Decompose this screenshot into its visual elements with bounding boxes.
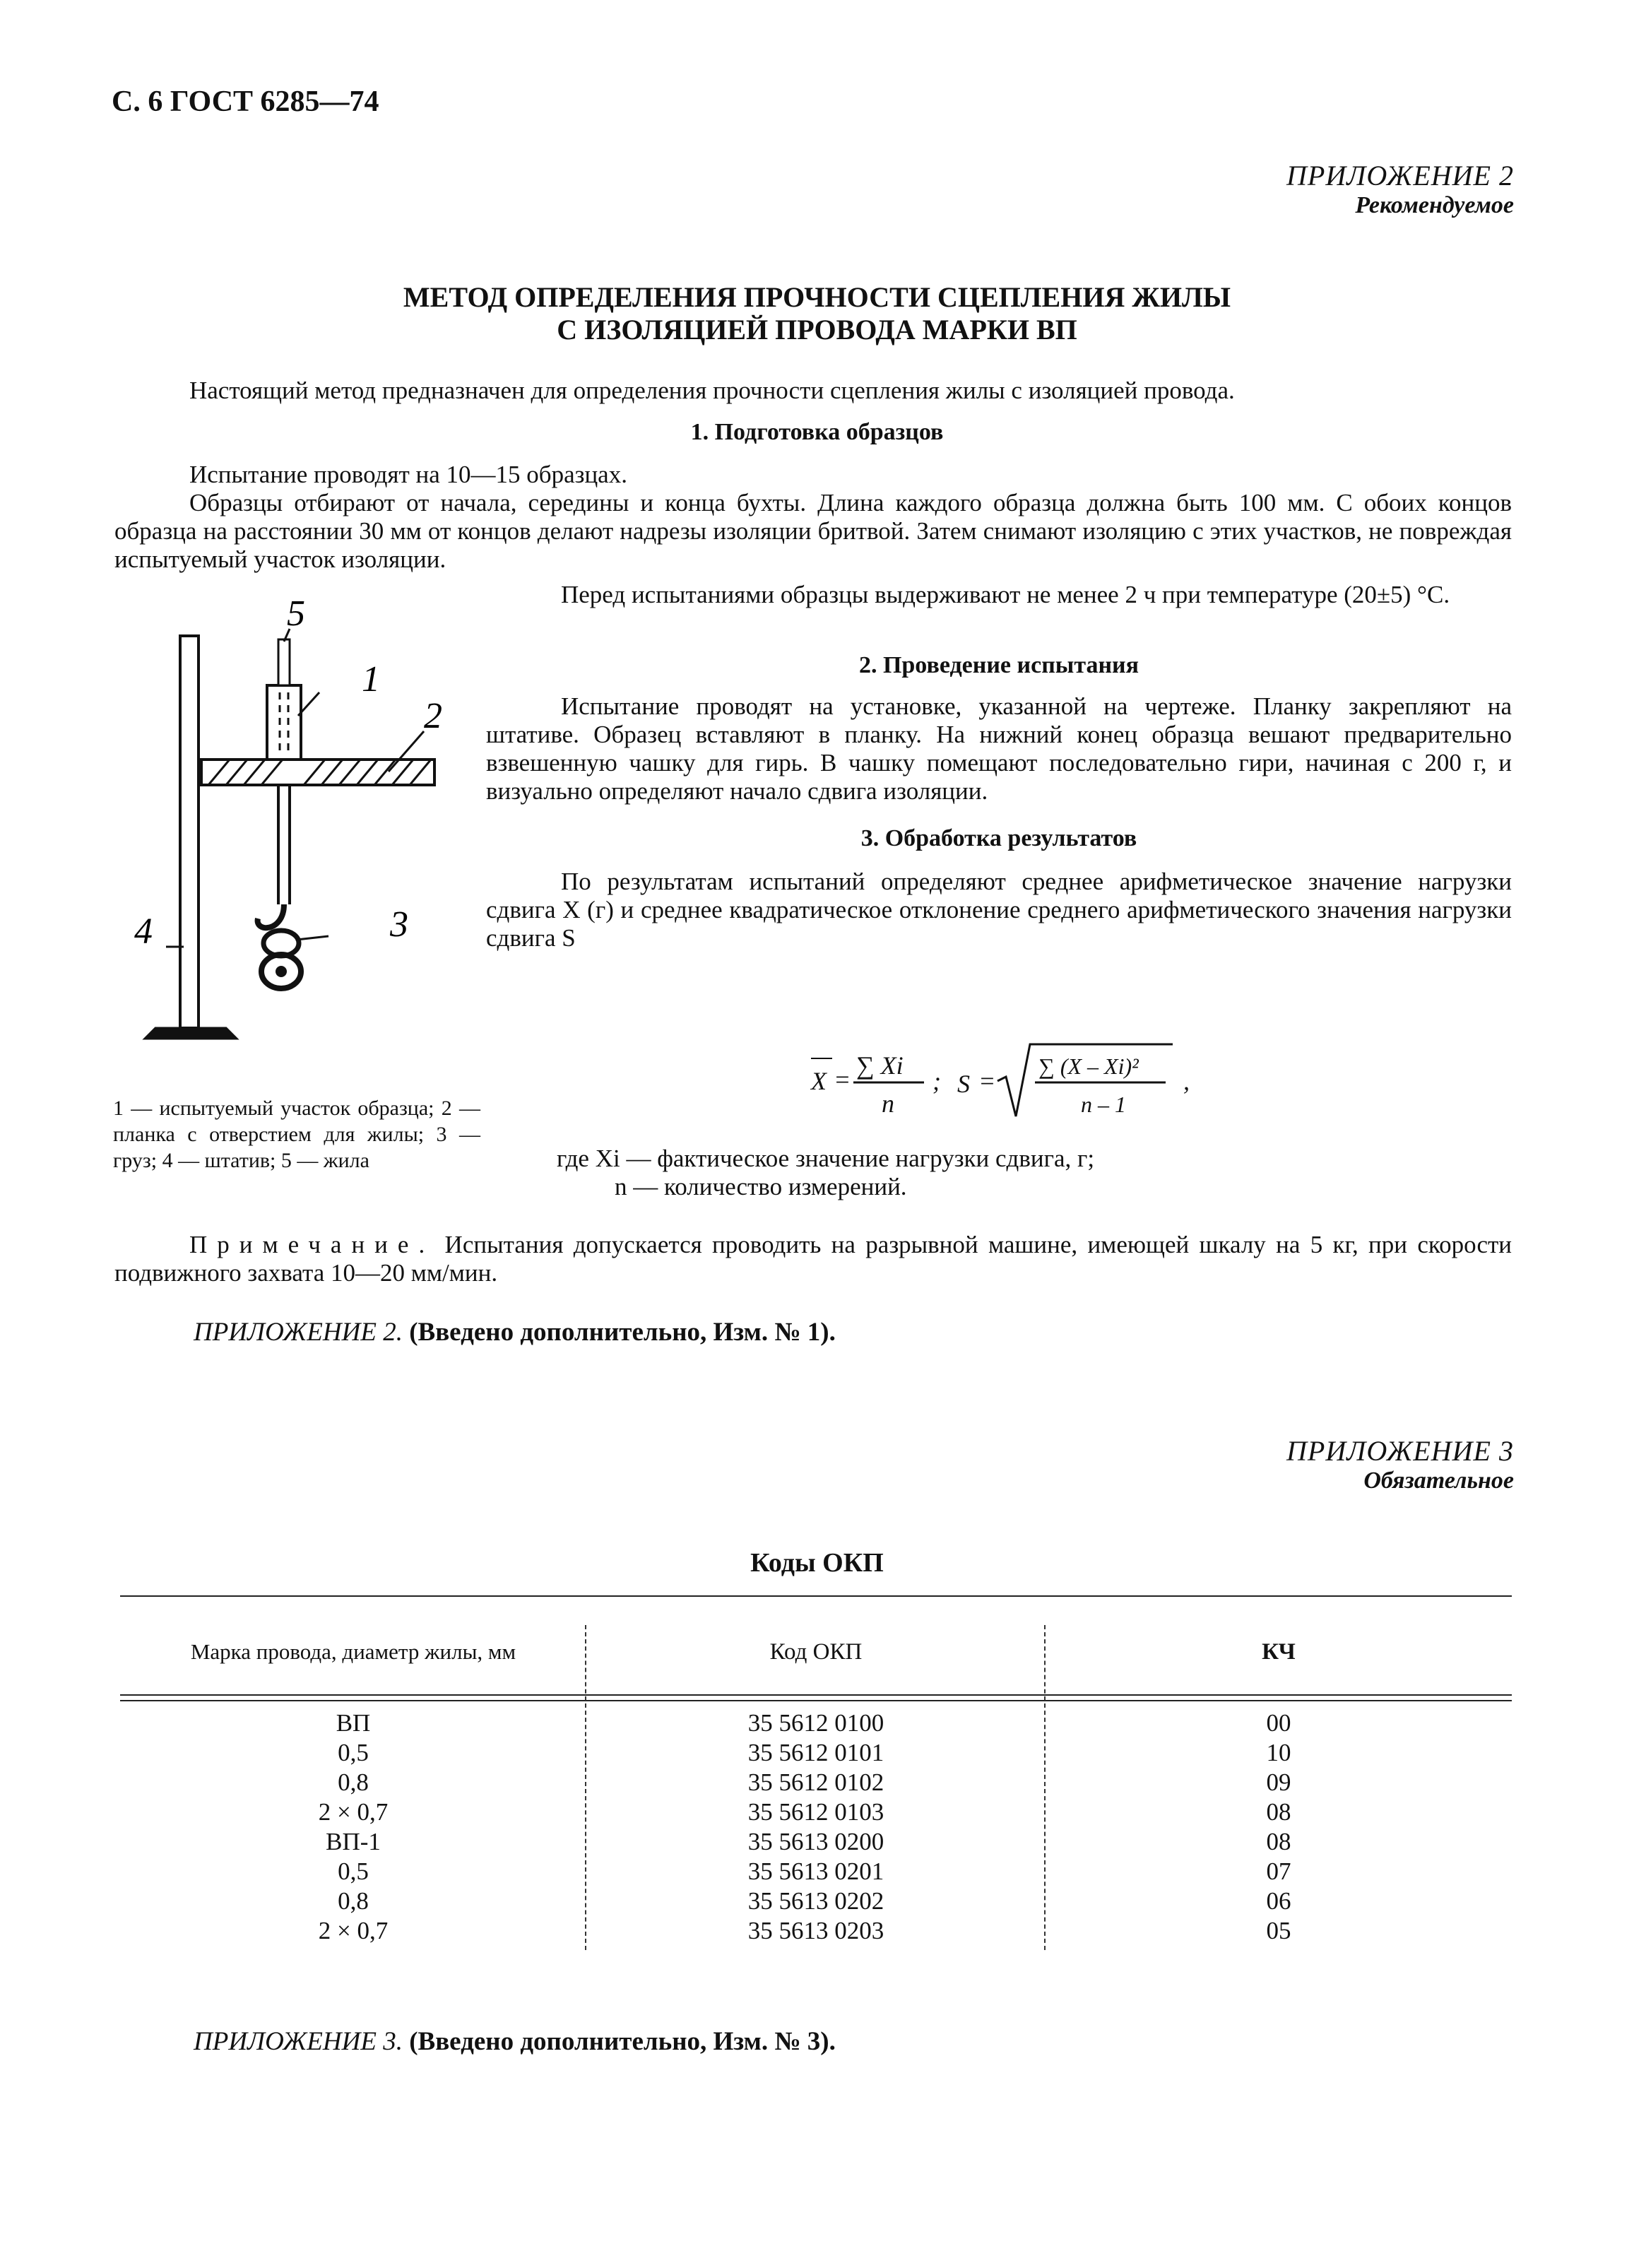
- table-row: [120, 1797, 1512, 1827]
- table-row: [120, 1708, 1512, 1738]
- table-body: [120, 1708, 1512, 1946]
- cell-brand: ВП-1: [326, 1828, 381, 1855]
- cell-okp: 35 5613 0200: [747, 1828, 884, 1855]
- cell-okp: 35 5613 0203: [747, 1917, 884, 1944]
- formula-xbar: X: [811, 1067, 827, 1095]
- table-top-rule: [120, 1595, 1512, 1597]
- table-row: [120, 1886, 1512, 1916]
- formula-sep: ;: [933, 1067, 941, 1095]
- table-row: [120, 1738, 1512, 1768]
- cell-kch: 08: [1266, 1798, 1291, 1826]
- table-row: [120, 1916, 1512, 1946]
- note-paragraph: [114, 1231, 1512, 1287]
- formula-comma: ,: [1183, 1067, 1190, 1095]
- figure-caption: 1 — испытуемый участок образца; 2 — планка с отверстием для жилы; 3 — груз; 4 — штатив; 5 — жила: [113, 1097, 480, 1172]
- note-text: Испытания допускается проводить на разрывной машине, имеющей шкалу на 5 кг, при скорости подвижного захвата 10—20 мм/мин.: [114, 1231, 1512, 1287]
- cell-kch: 10: [1266, 1739, 1291, 1766]
- appendix2-amendment-text: (Введено дополнительно, Изм. № 1).: [409, 1318, 836, 1347]
- svg-text:=: =: [834, 1065, 851, 1094]
- section1-title: 1. Подготовка образцов: [690, 419, 944, 445]
- table-header-kch: КЧ: [1262, 1639, 1296, 1665]
- cell-brand: 2 × 0,7: [318, 1917, 389, 1944]
- figure-label-1: 1: [362, 659, 380, 699]
- cell-kch: 09: [1266, 1768, 1291, 1796]
- appendix2-amendment: [194, 1318, 1465, 1347]
- formula-s: S: [957, 1070, 970, 1098]
- appendix3-amendment: [194, 2028, 1465, 2056]
- formula-where-line1: где Xi — фактическое значение нагрузки сдвига, г;: [557, 1145, 1095, 1172]
- section2-title: 2. Проведение испытания: [858, 652, 1139, 678]
- cell-brand: 0,8: [338, 1768, 369, 1796]
- cell-okp: 35 5613 0201: [747, 1857, 884, 1885]
- cell-brand: 0,8: [338, 1887, 369, 1915]
- appendix2-status: Рекомендуемое: [1355, 192, 1514, 218]
- appendix3-amendment-label: ПРИЛОЖЕНИЕ 3.: [194, 2027, 403, 2056]
- figure-label-3: 3: [390, 904, 408, 945]
- formula-num2: ∑ (X – Xi)²: [1038, 1053, 1139, 1079]
- appendix3-status: Обязательное: [1363, 1467, 1514, 1494]
- figure-label-2: 2: [424, 696, 442, 736]
- section1-p3: Перед испытаниями образцы выдерживают не менее 2 ч при температуре (20±5) °С.: [561, 581, 1450, 608]
- page-header: С. 6 ГОСТ 6285—74: [112, 85, 379, 118]
- formula-den2: n – 1: [1081, 1092, 1126, 1117]
- method-title-line2: С ИЗОЛЯЦИЕЙ ПРОВОДА МАРКИ ВП: [557, 314, 1077, 345]
- section3-p1: По результатам испытаний определяют среднее арифметическое значение нагрузки сдвига X (г) и среднее квадратическое отклонение среднего арифметического значения нагрузки сдвига S: [486, 868, 1512, 952]
- specimen-core-top: [278, 639, 290, 685]
- table-title: Коды ОКП: [750, 1548, 884, 1578]
- cell-kch: 06: [1266, 1887, 1291, 1915]
- cell-okp: 35 5612 0101: [747, 1739, 884, 1766]
- specimen-insulation: [267, 685, 301, 760]
- table-header-rule: [120, 1694, 1512, 1696]
- cell-brand: 2 × 0,7: [318, 1798, 389, 1826]
- note-word: Примечание.: [189, 1231, 435, 1258]
- cell-brand: 0,5: [338, 1857, 369, 1885]
- formula-num1: ∑ Xi: [856, 1051, 904, 1080]
- cell-kch: 08: [1266, 1828, 1291, 1855]
- appendix2-label: ПРИЛОЖЕНИЕ 2: [1286, 160, 1514, 191]
- cell-brand: 0,5: [338, 1739, 369, 1766]
- cell-okp: 35 5612 0100: [747, 1709, 884, 1737]
- section1-p2: Образцы отбирают от начала, середины и конца бухты. Длина каждого образца должна быть 100 мм. С обоих концов образца на расстоянии 30 мм от концов делают надрезы изоляции бритвой. Затем снимают изоляцию с этих участков, не повреждая испытуемый участок изоляции.: [114, 489, 1512, 573]
- table-header-brand: Марка провода, диаметр жилы, мм: [190, 1639, 516, 1664]
- figure-label-5: 5: [287, 593, 305, 634]
- section2-p1: Испытание проводят на установке, указанной на чертеже. Планку закрепляют на штативе. Образец вставляют в планку. На нижний конец образца вешают предварительно взвешенную чашку для гирь. В чашку помещают последовательно гири, начиная с 200 г, и визуально определяют начало сдвига изоляции.: [486, 692, 1512, 805]
- test-setup-figure: [113, 586, 466, 1067]
- cell-okp: 35 5612 0102: [747, 1768, 884, 1796]
- appendix3-label: ПРИЛОЖЕНИЕ 3: [1286, 1435, 1514, 1467]
- table-row: [120, 1827, 1512, 1857]
- method-title-line1: МЕТОД ОПРЕДЕЛЕНИЯ ПРОЧНОСТИ СЦЕПЛЕНИЯ ЖИЛЫ: [403, 281, 1231, 313]
- method-title: [0, 281, 1634, 346]
- table-header-rule2: [120, 1700, 1512, 1701]
- cell-okp: 35 5612 0103: [747, 1798, 884, 1826]
- appendix2-label-block: [1286, 159, 1514, 219]
- formula-where-line2: n — количество измерений.: [615, 1173, 907, 1200]
- appendix3-label-block: [1286, 1434, 1514, 1494]
- formula: [805, 1039, 1201, 1138]
- cell-kch: 00: [1266, 1709, 1291, 1737]
- table-row: [120, 1857, 1512, 1886]
- stand-base: [145, 1028, 237, 1039]
- cell-okp: 35 5613 0202: [747, 1887, 884, 1915]
- svg-text:=: =: [978, 1067, 996, 1095]
- stand-post: [180, 636, 199, 1028]
- appendix3-amendment-text: (Введено дополнительно, Изм. № 3).: [409, 2027, 836, 2056]
- intro-paragraph: Настоящий метод предназначен для определения прочности сцепления жилы с изоляцией провода.: [189, 377, 1235, 404]
- cell-brand: ВП: [336, 1709, 371, 1737]
- appendix2-amendment-label: ПРИЛОЖЕНИЕ 2.: [194, 1318, 403, 1347]
- table-header-okp: Код ОКП: [769, 1639, 863, 1665]
- hook: [258, 904, 284, 928]
- cell-kch: 07: [1266, 1857, 1291, 1885]
- table-row: [120, 1768, 1512, 1797]
- formula-den1: n: [882, 1089, 894, 1118]
- section3-title: 3. Обработка результатов: [860, 825, 1137, 851]
- section1-p1: Испытание проводят на 10—15 образцах.: [189, 461, 627, 488]
- cell-kch: 05: [1266, 1917, 1291, 1944]
- figure-label-4: 4: [134, 911, 153, 952]
